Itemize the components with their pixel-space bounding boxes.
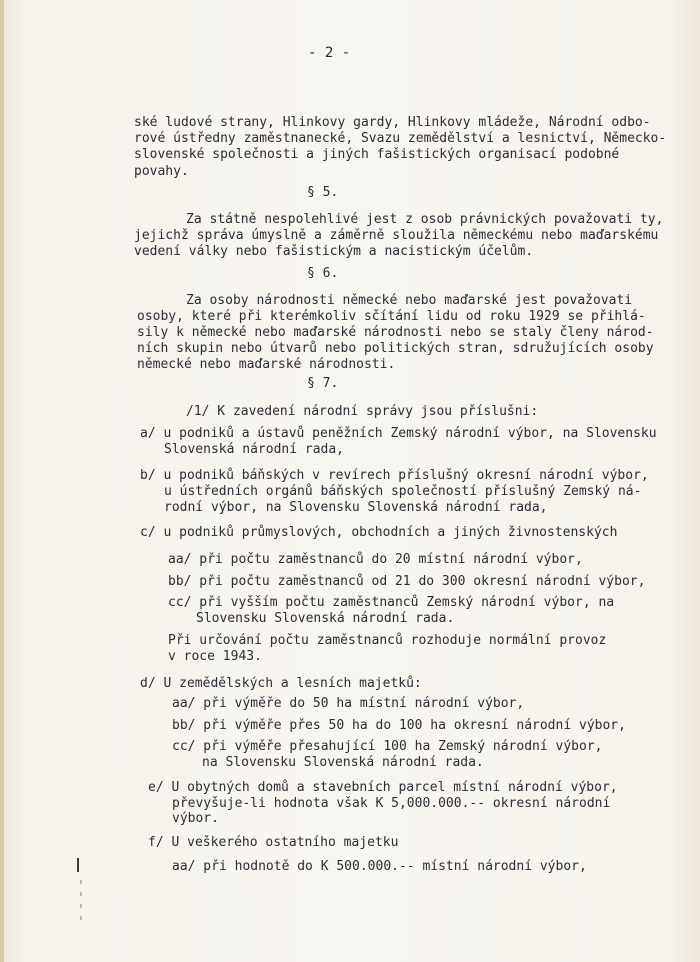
- text-line: rodní výbor, na Slovensku Slovenská národní rada,: [164, 500, 548, 515]
- list-item: f/ U veškerého ostatního majetku: [148, 835, 399, 850]
- text-line: vedení války nebo fašistickým a nacistickým účelům.: [134, 244, 534, 259]
- text-line: na Slovensku Slovenská národní rada.: [202, 755, 484, 770]
- sub-item: cc/ při výměře přesahující 100 ha Zemský národní výbor,: [172, 739, 603, 754]
- text-line: slovenské společnosti a jiných fašistických organisací podobné: [134, 147, 620, 162]
- list-item: c/ u podniků průmyslových, obchodních a jiných živnostenských: [140, 525, 618, 540]
- page-number: - 2 -: [308, 45, 351, 61]
- paper-edge: [0, 0, 4, 962]
- text-line: ské ludové strany, Hlinkovy gardy, Hlinkovy mládeže, Národní odbo-: [134, 115, 651, 130]
- text-line: převyšuje-li hodnota však K 5,000.000.-- okresní národní: [172, 796, 611, 811]
- text-line: Slovenská národní rada,: [164, 442, 345, 457]
- text-line: u ústředních orgánů báňských společností příslušný Zemský ná-: [164, 484, 642, 499]
- sub-item: aa/ při hodnotě do K 500.000.-- místní národní výbor,: [172, 859, 587, 874]
- text-line: povahy.: [134, 164, 189, 179]
- text-line: /1/ K zavedení národní správy jsou příslušni:: [186, 404, 539, 419]
- list-item: a/ u podniků a ústavů peněžních Zemský národní výbor, na Slovensku: [140, 426, 657, 441]
- section-heading: § 5.: [307, 185, 339, 200]
- section-heading: § 7.: [307, 376, 339, 391]
- sub-item: aa/ při počtu zaměstnanců do 20 místní národní výbor,: [168, 552, 583, 567]
- margin-mark: [80, 904, 82, 908]
- list-item: e/ U obytných domů a stavebních parcel místní národní výbor,: [148, 780, 618, 795]
- list-item: d/ U zemědělských a lesních majetků:: [140, 676, 422, 691]
- section-heading: § 6.: [307, 266, 339, 281]
- margin-mark: [80, 892, 82, 896]
- text-line: ních skupin nebo útvarů nebo politických stran, sdružujících osoby: [137, 341, 654, 356]
- sub-item: aa/ při výměře do 50 ha místní národní výbor,: [172, 696, 525, 711]
- text-line: Slovensku Slovenská národní rada.: [196, 611, 455, 626]
- text-line: sily k německé nebo maďarské národnosti nebo se staly členy národ-: [137, 325, 654, 340]
- text-line: v roce 1943.: [168, 649, 262, 664]
- text-line: Za osoby národnosti německé nebo maďarské jest považovati: [186, 293, 633, 308]
- text-line: jejichž správa úmyslně a záměrně sloužila německému nebo maďarskému: [134, 228, 659, 243]
- text-line: osoby, které při kterémkoliv sčítání lidu od roku 1929 se přihlá-: [137, 309, 646, 324]
- margin-mark: [80, 916, 82, 920]
- text-line: Při určování počtu zaměstnanců rozhoduje normální provoz: [168, 633, 607, 648]
- margin-mark: [77, 858, 79, 872]
- sub-item: cc/ při vyšším počtu zaměstnanců Zemský národní výbor, na: [168, 595, 615, 610]
- sub-item: bb/ při počtu zaměstnanců od 21 do 300 okresní národní výbor,: [168, 574, 646, 589]
- text-line: rové ústředny zaměstnanecké, Svazu zemědělství a lesnictví, Německo-: [134, 131, 667, 146]
- text-line: výbor.: [172, 811, 219, 826]
- margin-mark: [80, 880, 82, 884]
- list-item: b/ u podniků báňských v revírech příslušný okresní národní výbor,: [140, 468, 649, 483]
- text-line: Za státně nespolehlivé jest z osob právnických považovati ty,: [186, 212, 664, 227]
- sub-item: bb/ při výměře přes 50 ha do 100 ha okresní národní výbor,: [172, 718, 626, 733]
- text-line: německé nebo maďarské národnosti.: [137, 357, 396, 372]
